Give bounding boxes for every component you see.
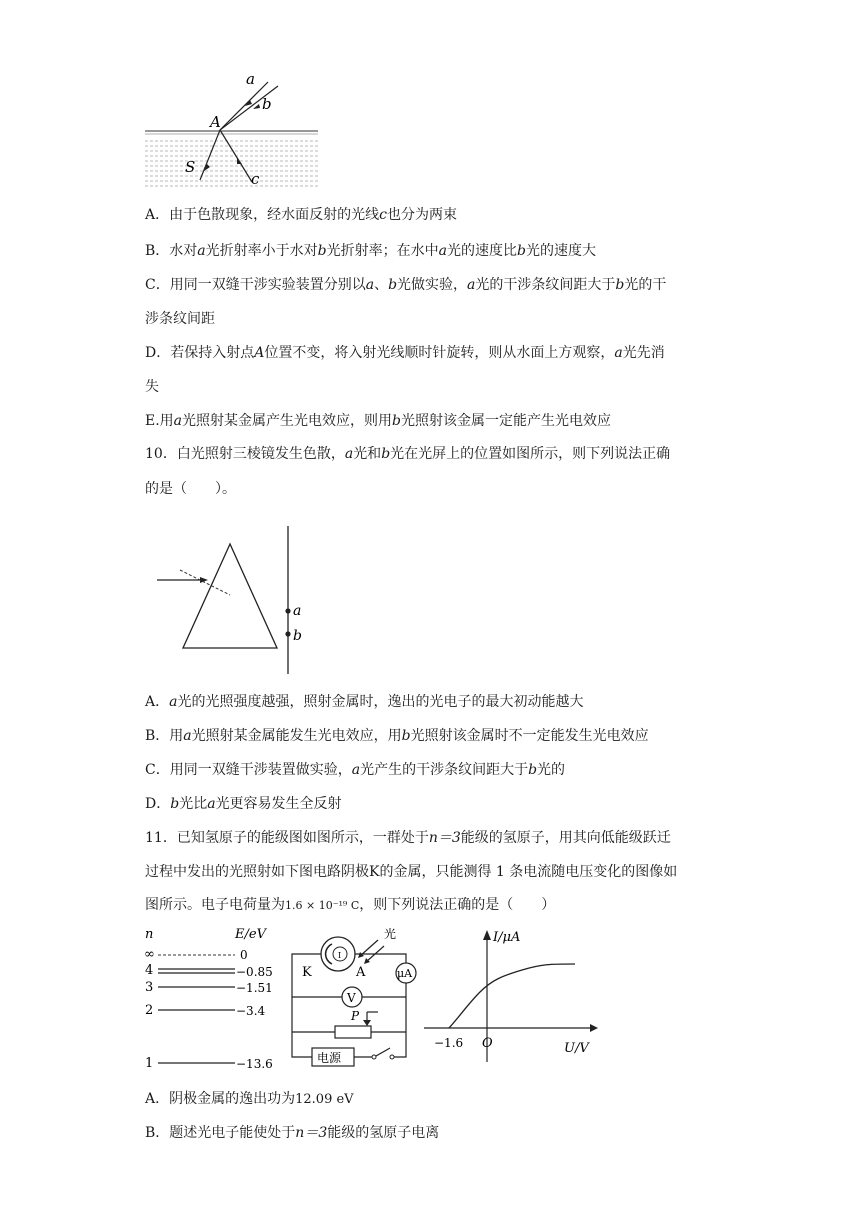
iv-curve	[449, 964, 575, 1028]
q10-option-a: A．a光的光照强度越强，照射金属时，逸出的光电子的最大初动能越大	[145, 694, 584, 710]
level-n-2: 2	[145, 1003, 154, 1018]
label-A: A	[210, 113, 221, 131]
refraction-figure	[140, 68, 325, 193]
svg-text:V: V	[347, 991, 356, 1005]
slider-label: P	[351, 1009, 360, 1023]
label-S: S	[185, 158, 196, 176]
level-n-3: 3	[145, 980, 154, 995]
level-e-1: −13.6	[236, 1057, 273, 1071]
label-a: a	[246, 70, 255, 88]
prism-figure	[150, 522, 310, 677]
q11-stem-line2: 过程中发出的光照射如下图电路阴极K的金属，只能测得 1 条电流随电压变化的图像如	[145, 864, 678, 880]
rheostat	[335, 1026, 371, 1038]
label-b: b	[262, 95, 272, 113]
photoelectric-circuit	[288, 924, 418, 1069]
q9-option-a: A．由于色散现象，经水面反射的光线c也分为两束	[145, 207, 457, 223]
point-b	[285, 631, 290, 636]
q10-option-b: B．用a光照射某金属能发生光电效应，用b光照射该金属时不一定能发生光电效应	[145, 728, 649, 744]
n-header: n	[145, 927, 154, 942]
q10-stem-line2: 的是（ ）。	[145, 481, 236, 497]
cathode-label: K	[302, 965, 312, 980]
anode-label: A	[356, 965, 366, 980]
prism	[183, 544, 277, 648]
screen-label-b: b	[293, 628, 302, 644]
svg-text:μA: μA	[397, 967, 413, 980]
svg-text:电源: 电源	[317, 1051, 342, 1065]
level-e-2: −3.4	[236, 1004, 266, 1018]
x-axis-label: U/V	[564, 1041, 589, 1056]
q10-option-c: C．用同一双缝干涉装置做实验，a光产生的干涉条纹间距大于b光的	[145, 762, 566, 778]
e-header: E/eV	[235, 927, 266, 942]
energy-level-diagram	[140, 922, 280, 1072]
q9-option-d: D．若保持入射点A位置不变，将入射光线顺时针旋转，则从水面上方观察，a光先消	[145, 345, 665, 361]
q9-option-c: C．用同一双缝干涉实验装置分别以a、b光做实验，a光的干涉条纹间距大于b光的干	[145, 277, 667, 293]
q10-option-d: D．b光比a光更容易发生全反射	[145, 796, 342, 812]
q10-stem-line1: 10．白光照射三棱镜发生色散，a光和b光在光屏上的位置如图所示，则下列说法正确	[145, 446, 671, 462]
light-label: 光	[384, 927, 397, 941]
q11-stem-line1: 11．已知氢原子的能级图如图所示，一群处于n＝3能级的氢原子，用其向低能级跃迁	[145, 830, 671, 846]
level-e-inf: 0	[240, 948, 248, 962]
ray-a	[220, 82, 268, 130]
origin-label: O	[482, 1036, 493, 1051]
switch	[376, 1048, 390, 1056]
level-n-1: 1	[145, 1056, 154, 1071]
q11-stem-line3: 图所示。电子电荷量为1.6 × 10⁻¹⁹ C，则下列说法正确的是（ ）	[145, 897, 556, 913]
y-axis-label: I/μA	[493, 930, 521, 945]
level-e-4: −0.85	[236, 965, 273, 979]
tick-label: −1.6	[434, 1036, 464, 1050]
level-e-3: −1.51	[236, 981, 273, 995]
label-c: c	[251, 170, 260, 188]
level-n-4: 4	[145, 963, 154, 978]
ray-s	[200, 130, 220, 180]
normal-line	[180, 570, 230, 595]
level-n-inf: ∞	[144, 947, 155, 962]
svg-text:I: I	[338, 951, 342, 960]
q11-option-a: A．阴极金属的逸出功为12.09 eV	[145, 1091, 354, 1107]
q9-option-e: E.用a光照射某金属产生光电效应，则用b光照射该金属一定能产生光电效应	[145, 413, 611, 429]
q9-option-d-cont: 失	[145, 379, 159, 395]
screen-label-a: a	[293, 603, 302, 619]
q11-option-b: B．题述光电子能使处于n＝3能级的氢原子电离	[145, 1125, 440, 1141]
point-a	[285, 608, 290, 613]
iv-graph	[420, 924, 600, 1064]
q9-option-b: B．水对a光折射率小于水对b光折射率；在水中a光的速度比b光的速度大	[145, 243, 596, 259]
q9-option-c-cont: 涉条纹间距	[145, 311, 215, 327]
